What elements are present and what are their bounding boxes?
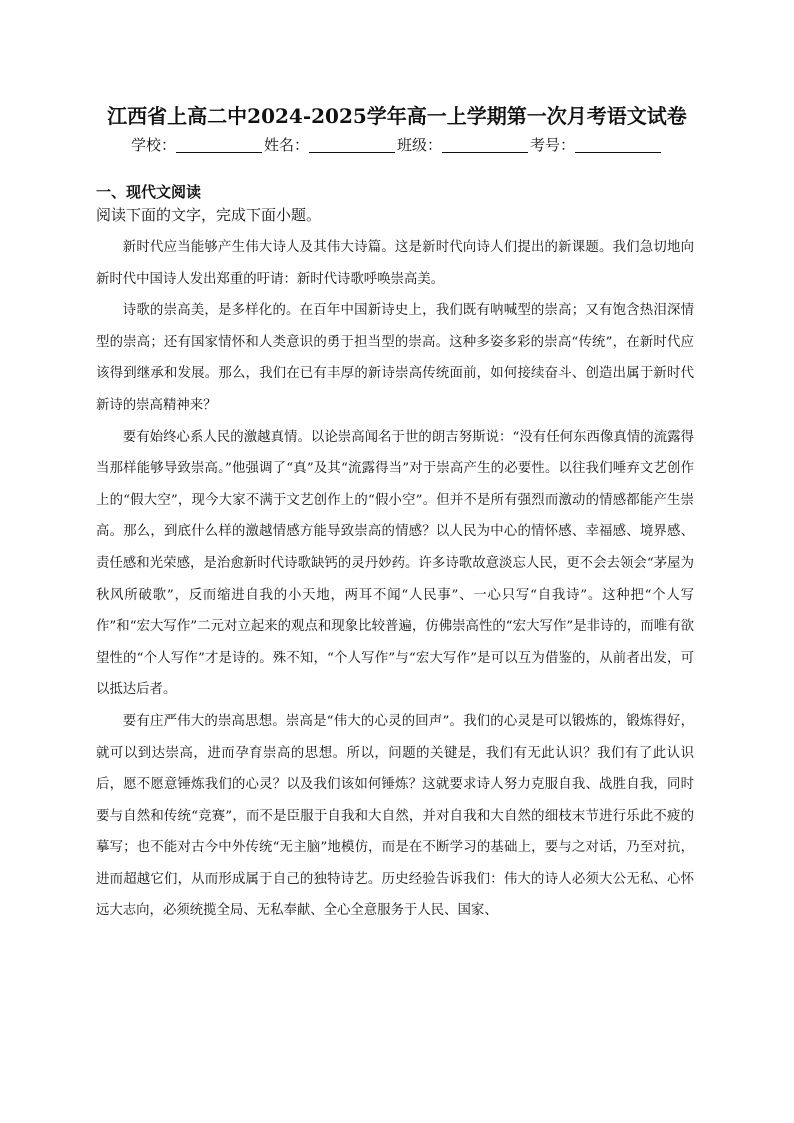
name-field <box>264 133 397 157</box>
reading-instruction: 阅读下面的文字，完成下面小题。 <box>96 206 322 224</box>
number-field <box>530 133 663 157</box>
class-label: 班级： <box>397 136 443 154</box>
number-blank <box>575 136 661 153</box>
school-field <box>131 133 264 157</box>
passage-paragraph-3: 要有始终心系人民的激越真情。以论崇高闻名于世的朗吉努斯说：“没有任何东西像真情的流露得当那样能够导致崇高。”他强调了“真”及其“流露得当”对于崇高产生的必要性。以往我们唾弃文艺创作上的“假大空”，现今大家不满于文艺创作上的“假小空”。但并不是所有强烈而激动的情感都能产生崇高。那么，到底什么样的激越情感方能导致崇高的情感？以人民为中心的情怀感、幸福感、境界感、责任感和光荣感，是治愈新时代诗歌缺钙的灵丹妙药。许多诗歌故意淡忘人民，更不会去领会“茅屋为秋风所破歌”，反而缩进自我的小天地，两耳不闻“人民事”、一心只写“自我诗”。这种把“个人写作”和“宏大写作”二元对立起来的观点和现象比较普遍，仿佛崇高性的“宏大写作”是非诗的，而唯有欲望性的“个人写作”才是诗的。殊不知，“个人写作”与“宏大写作”是可以互为借鉴的，从前者出发，可以抵达后者。 <box>96 429 694 698</box>
class-field <box>397 133 530 157</box>
passage-paragraph-1: 新时代应当能够产生伟大诗人及其伟大诗篇。这是新时代向诗人们提出的新课题。我们急切地向新时代中国诗人发出郑重的吁请：新时代诗歌呼唤崇高美。 <box>96 240 694 287</box>
student-info-line <box>0 133 794 157</box>
passage-paragraph-2: 诗歌的崇高美，是多样化的。在百年中国新诗史上，我们既有呐喊型的崇高；又有饱含热泪深情型的崇高；还有国家情怀和人类意识的勇于担当型的崇高。这种多姿多彩的崇高“传统”，在新时代应该得到继承和发展。那么，我们在已有丰厚的新诗崇高传统面前，如何接续奋斗、创造出属于新时代新诗的崇高精神来？ <box>96 303 694 413</box>
number-label: 考号： <box>530 136 576 154</box>
passage-paragraph-4: 要有庄严伟大的崇高思想。崇高是“伟大的心灵的回声”。我们的心灵是可以锻炼的，锻炼得好，就可以到达崇高，进而孕育崇高的思想。所以，问题的关键是，我们有无此认识？我们有了此认识后，愿不愿意锤炼我们的心灵？以及我们该如何锤炼？这就要求诗人努力克服自我、战胜自我，同时要与自然和传统“竞赛”，而不是臣服于自我和大自然，并对自我和大自然的细枝末节进行乐此不疲的摹写；也不能对古今中外传统“无主脑”地模仿，而是在不断学习的基础上，要与之对话，乃至对抗，进而超越它们，从而形成属于自己的独特诗艺。历史经验告诉我们：伟大的诗人必须大公无私、心怀远大志向，必须统揽全局、无私奉献、全心全意服务于人民、国家、 <box>96 713 694 919</box>
section-heading: 一、现代文阅读 <box>96 183 202 201</box>
name-label: 姓名： <box>263 136 309 154</box>
reading-passage <box>96 232 694 927</box>
class-blank <box>442 136 528 153</box>
school-blank <box>176 136 262 153</box>
exam-title: 江西省上高二中2024-2025学年高一上学期第一次月考语文试卷 <box>107 104 687 128</box>
school-label: 学校： <box>130 136 176 154</box>
name-blank <box>309 136 395 153</box>
